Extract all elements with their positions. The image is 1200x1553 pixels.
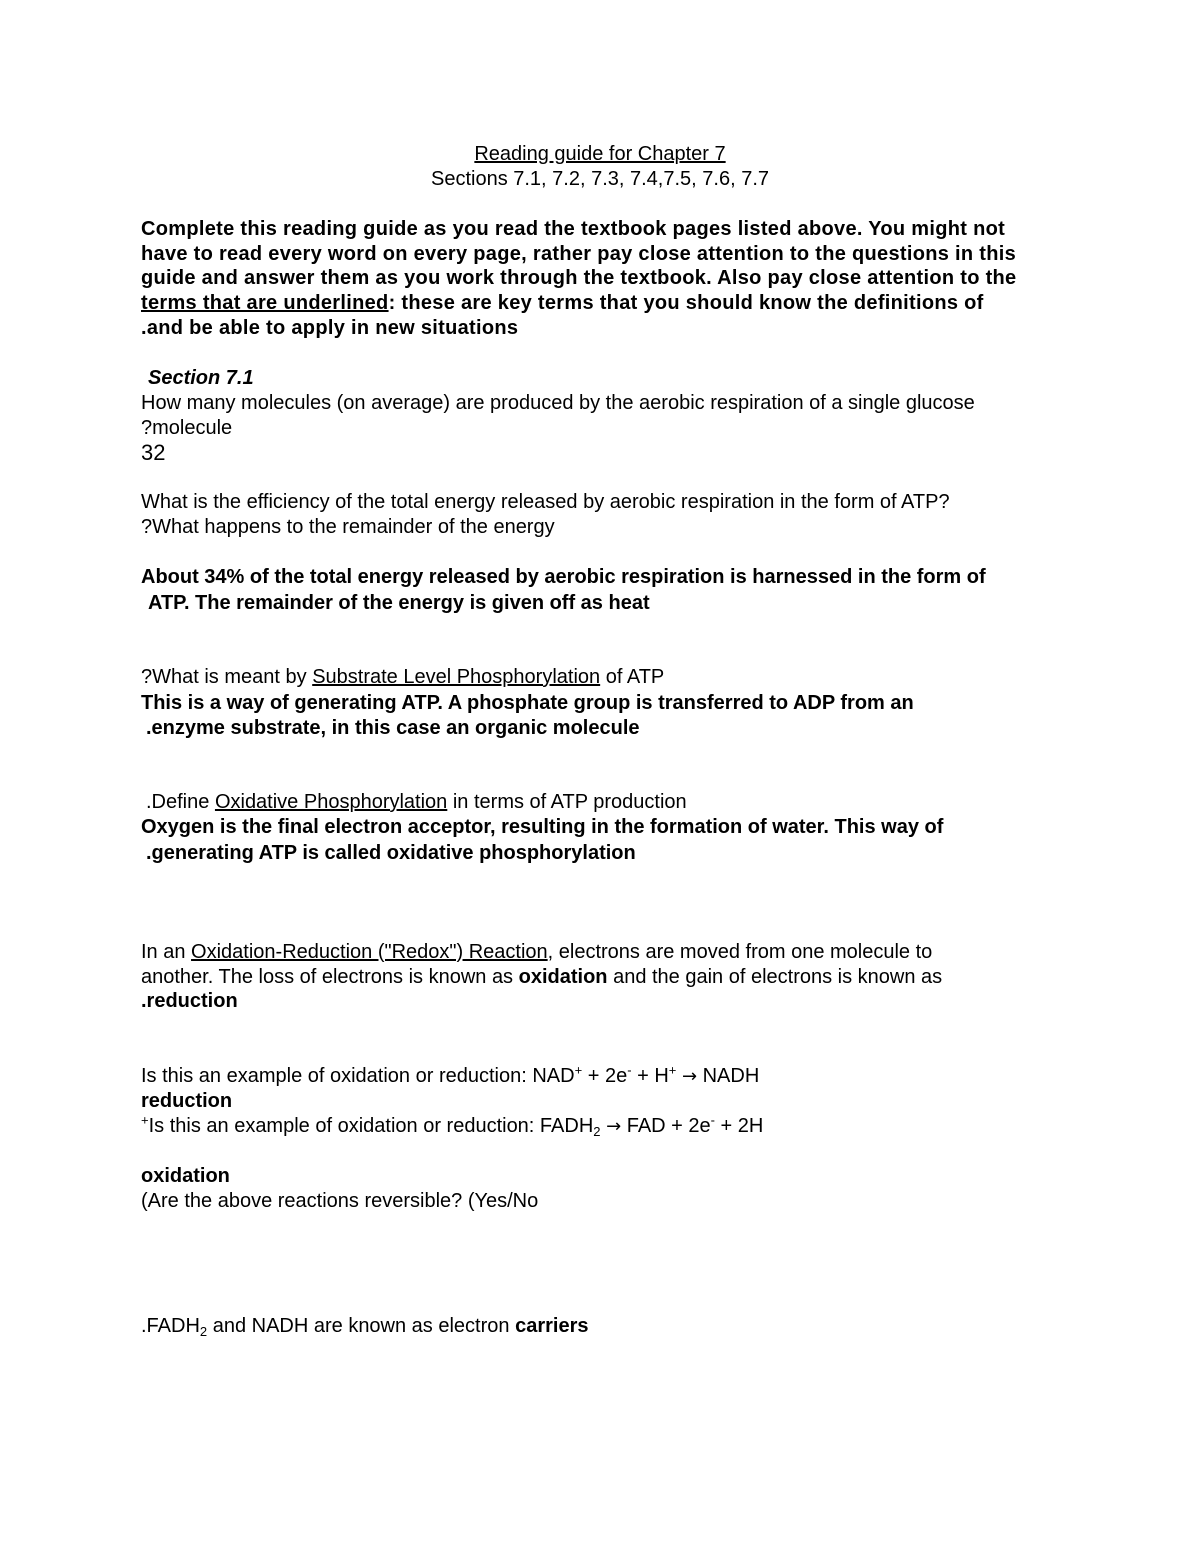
q1-line-2: ?molecule [141,417,233,439]
title-line [0,142,1200,166]
q1-line-1: How many molecules (on average) are produced by the aerobic respiration of a single glucose [141,392,975,414]
subscript-two: 2 [199,1324,208,1339]
term-carriers: carriers [515,1315,589,1337]
q6-lead: Is this an example of oxidation or reduction: FADH [148,1115,594,1137]
right-arrow-icon: → [606,1116,622,1137]
term-oxidation: oxidation [518,966,608,988]
redox-line-1 [141,940,932,964]
page-title: Reading guide for Chapter 7 [474,143,726,165]
q3-question [141,665,664,689]
term-redox-reaction: Oxidation-Reduction ("Redox") Reaction [191,941,548,963]
q5-question [141,1064,759,1089]
term-substrate-level-phosphorylation: Substrate Level Phosphorylation [312,666,601,688]
subscript-two: 2 [593,1124,601,1139]
term-oxidative-phosphorylation: Oxidative Phosphorylation [214,791,448,813]
intro-line-4-rest: : these are key terms that you should know the definitions of [388,292,984,314]
carriers-mid: and NADH are known as electron [207,1315,516,1337]
q5-mid-1: + 2e [582,1065,628,1087]
underlined-terms-phrase: terms that are underlined [141,292,389,314]
q3-answer-2: .enzyme substrate, in this case an organic molecule [146,717,640,739]
q4-suffix: in terms of ATP production [447,791,687,813]
q3-prefix: ?What is meant by [141,666,313,688]
intro-line-3: guide and answer them as you work through the textbook. Also pay close attention to the [141,267,1017,289]
q6-question [141,1114,763,1139]
q3-suffix: of ATP [600,666,665,688]
q5-lead: Is this an example of oxidation or reduction: NAD [141,1065,575,1087]
q2-answer-1: About 34% of the total energy released by aerobic respiration is harnessed in the form of [141,566,986,588]
q5-tail: NADH [697,1065,760,1087]
q3-answer-1: This is a way of generating ATP. A phosphate group is transferred to ADP from an [141,692,914,714]
q2-line-1: What is the efficiency of the total energy released by aerobic respiration in the form of ATP? [141,491,950,513]
redox-line-2 [141,965,942,989]
carriers-prefix: .FADH [141,1315,200,1337]
superscript-minus: - [627,1062,632,1078]
q6-mid: FAD + 2e [621,1115,711,1137]
section-heading: Section 7.1 [148,367,254,389]
q2-line-2: ?What happens to the remainder of the energy [141,516,555,538]
q1-answer: 32 [141,440,166,465]
redox-line-2-start: another. The loss of electrons is known as [141,966,519,988]
q5-mid-2: + H [631,1065,669,1087]
intro-line-1: Complete this reading guide as you read the textbook pages listed above. You might not [141,218,1006,240]
right-arrow-icon: → [681,1066,698,1087]
superscript-plus: + [668,1062,677,1078]
intro-line-2: have to read every word on every page, rather pay close attention to the questions in this [141,243,1016,265]
superscript-plus: + [574,1062,583,1078]
q4-answer-1: Oxygen is the final electron acceptor, resulting in the formation of water. This way of [141,816,944,838]
q6-answer: oxidation [141,1165,230,1187]
redox-line-2-end: and the gain of electrons is known as [607,966,943,988]
redox-prefix: In an [141,941,192,963]
superscript-plus: + [141,1112,149,1128]
redox-line-3: .reduction [141,990,238,1012]
intro-line-5: .and be able to apply in new situations [141,317,519,339]
intro-line-4 [141,291,984,315]
sections-line: Sections 7.1, 7.2, 7.3, 7.4,7.5, 7.6, 7.7 [430,168,769,190]
redox-line-1-suffix: , electrons are moved from one molecule to [547,941,933,963]
q7-question: (Are the above reactions reversible? (Yes/No [141,1190,539,1212]
carriers-line [141,1314,588,1338]
q6-tail: + 2H [715,1115,764,1137]
q5-answer: reduction [141,1090,233,1112]
q4-question [146,790,687,814]
superscript-minus: - [710,1112,715,1128]
q2-answer-2: ATP. The remainder of the energy is given off as heat [148,592,650,614]
q4-answer-2: .generating ATP is called oxidative phosphorylation [146,842,636,864]
q4-prefix: .Define [146,791,215,813]
